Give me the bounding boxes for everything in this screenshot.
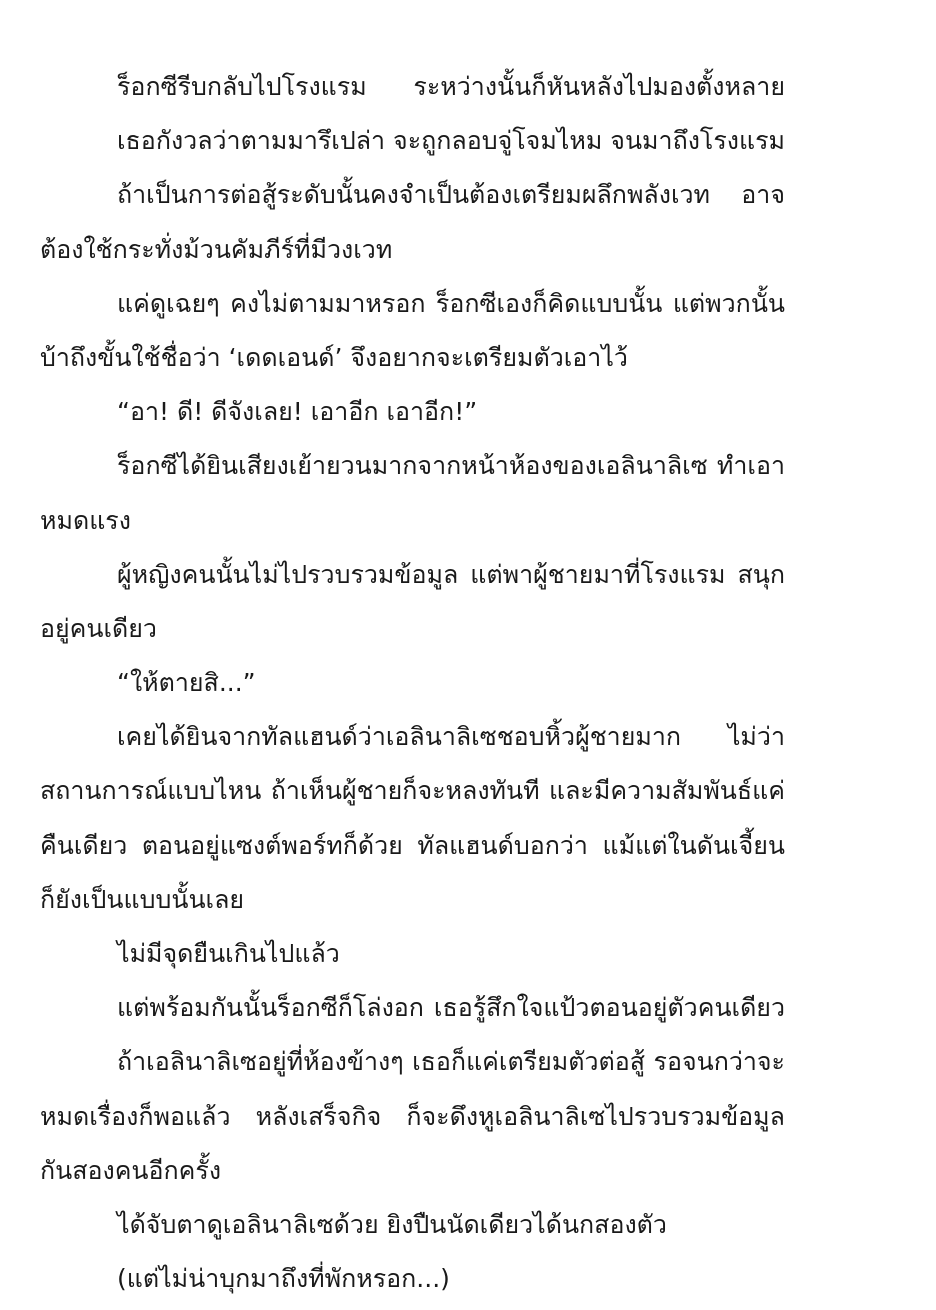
- paragraph-line: [0, 602, 936, 656]
- text-line: ถ้าเป็นการต่อสู้ระดับนั้นคงจำเป็นต้องเตรียมผลึกพลังเวท อาจ: [117, 180, 785, 210]
- paragraph-line: [0, 1198, 936, 1252]
- paragraph-line: [0, 439, 936, 493]
- text-line: หมดเรื่องก็พอแล้ว หลังเสร็จกิจ ก็จะดึงหูเอลินาลิเซไปรวบรวมข้อมูล: [40, 1101, 785, 1131]
- paragraph-line: [0, 819, 936, 873]
- paragraph-line: [0, 1144, 936, 1198]
- text-line: หมดแรง: [40, 505, 131, 535]
- text-line: ผู้หญิงคนนั้นไม่ไปรวบรวมข้อมูล แต่พาผู้ชายมาที่โรงแรม สนุก: [117, 559, 785, 589]
- paragraph-line: [0, 656, 936, 710]
- text-line: ร็อกซีได้ยินเสียงเย้ายวนมากจากหน้าห้องของเอลินาลิเซ ทำเอา: [117, 451, 785, 481]
- text-line: (แต่ไม่น่าบุกมาถึงที่พักหรอก...): [117, 1264, 450, 1294]
- text-line: กันสองคนอีกครั้ง: [40, 1155, 222, 1185]
- text-line: ร็อกซีรีบกลับไปโรงแรม ระหว่างนั้นก็หันหลังไปมองตั้งหลาย: [117, 72, 785, 101]
- text-line: บ้าถึงขั้นใช้ชื่อว่า ‘เดดเอนด์’ จึงอยากจะเตรียมตัวเอาไว้: [40, 342, 628, 372]
- text-line: ก็ยังเป็นแบบนั้นเลย: [40, 884, 245, 914]
- text-line: อยู่คนเดียว: [40, 613, 157, 643]
- paragraph-line: [0, 60, 936, 114]
- text-line: ไม่มีจุดยืนเกินไปแล้ว: [117, 939, 340, 968]
- paragraph-line: [0, 1035, 936, 1089]
- paragraph-line: [0, 873, 936, 927]
- paragraph-line: [0, 494, 936, 548]
- text-line: ถ้าเอลินาลิเซอยู่ที่ห้องข้างๆ เธอก็แค่เตรียมตัวต่อสู้ รอจนกว่าจะ: [117, 1047, 785, 1077]
- paragraph-line: [0, 1252, 936, 1306]
- paragraph-line: [0, 223, 936, 277]
- text-line: เธอกังวลว่าตามมารึเปล่า จะถูกลอบจู่โจมไหม จนมาถึงโรงแรม: [117, 126, 785, 156]
- paragraph-line: [0, 764, 936, 818]
- text-line: ได้จับตาดูเอลินาลิเซด้วย ยิงปืนนัดเดียวได้นกสองตัว: [117, 1209, 667, 1239]
- paragraph-line: [0, 168, 936, 222]
- paragraph-line: [0, 114, 936, 168]
- text-line: แต่พร้อมกันนั้นร็อกซีก็โล่งอก เธอรู้สึกใจแป้วตอนอยู่ตัวคนเดียว: [117, 993, 785, 1023]
- paragraph-line: [0, 548, 936, 602]
- paragraph-line: [0, 981, 936, 1035]
- paragraph-line: [0, 927, 936, 981]
- paragraph-line: [0, 331, 936, 385]
- paragraph-line: [0, 385, 936, 439]
- text-line: แค่ดูเฉยๆ คงไม่ตามมาหรอก ร็อกซีเองก็คิดแบบนั้น แต่พวกนั้น: [117, 288, 785, 318]
- dialogue-line: “ให้ตายสิ...”: [117, 668, 256, 698]
- paragraph-line: [0, 710, 936, 764]
- text-line: เคยได้ยินจากทัลแฮนด์ว่าเอลินาลิเซชอบหิ้วผู้ชายมาก ไม่ว่า: [117, 722, 785, 752]
- page-text: [0, 60, 936, 1306]
- paragraph-line: [0, 277, 936, 331]
- text-line: คืนเดียว ตอนอยู่แซงต์พอร์ทก็ด้วย ทัลแฮนด์บอกว่า แม้แต่ในดันเจี้ยน: [40, 830, 785, 860]
- text-line: ต้องใช้กระทั่งม้วนคัมภีร์ที่มีวงเวท: [40, 234, 393, 264]
- paragraph-line: [0, 1090, 936, 1144]
- dialogue-line: “อา! ดี! ดีจังเลย! เอาอีก เอาอีก!”: [117, 397, 478, 427]
- text-line: สถานการณ์แบบไหน ถ้าเห็นผู้ชายก็จะหลงทันที และมีความสัมพันธ์แค่: [40, 776, 785, 806]
